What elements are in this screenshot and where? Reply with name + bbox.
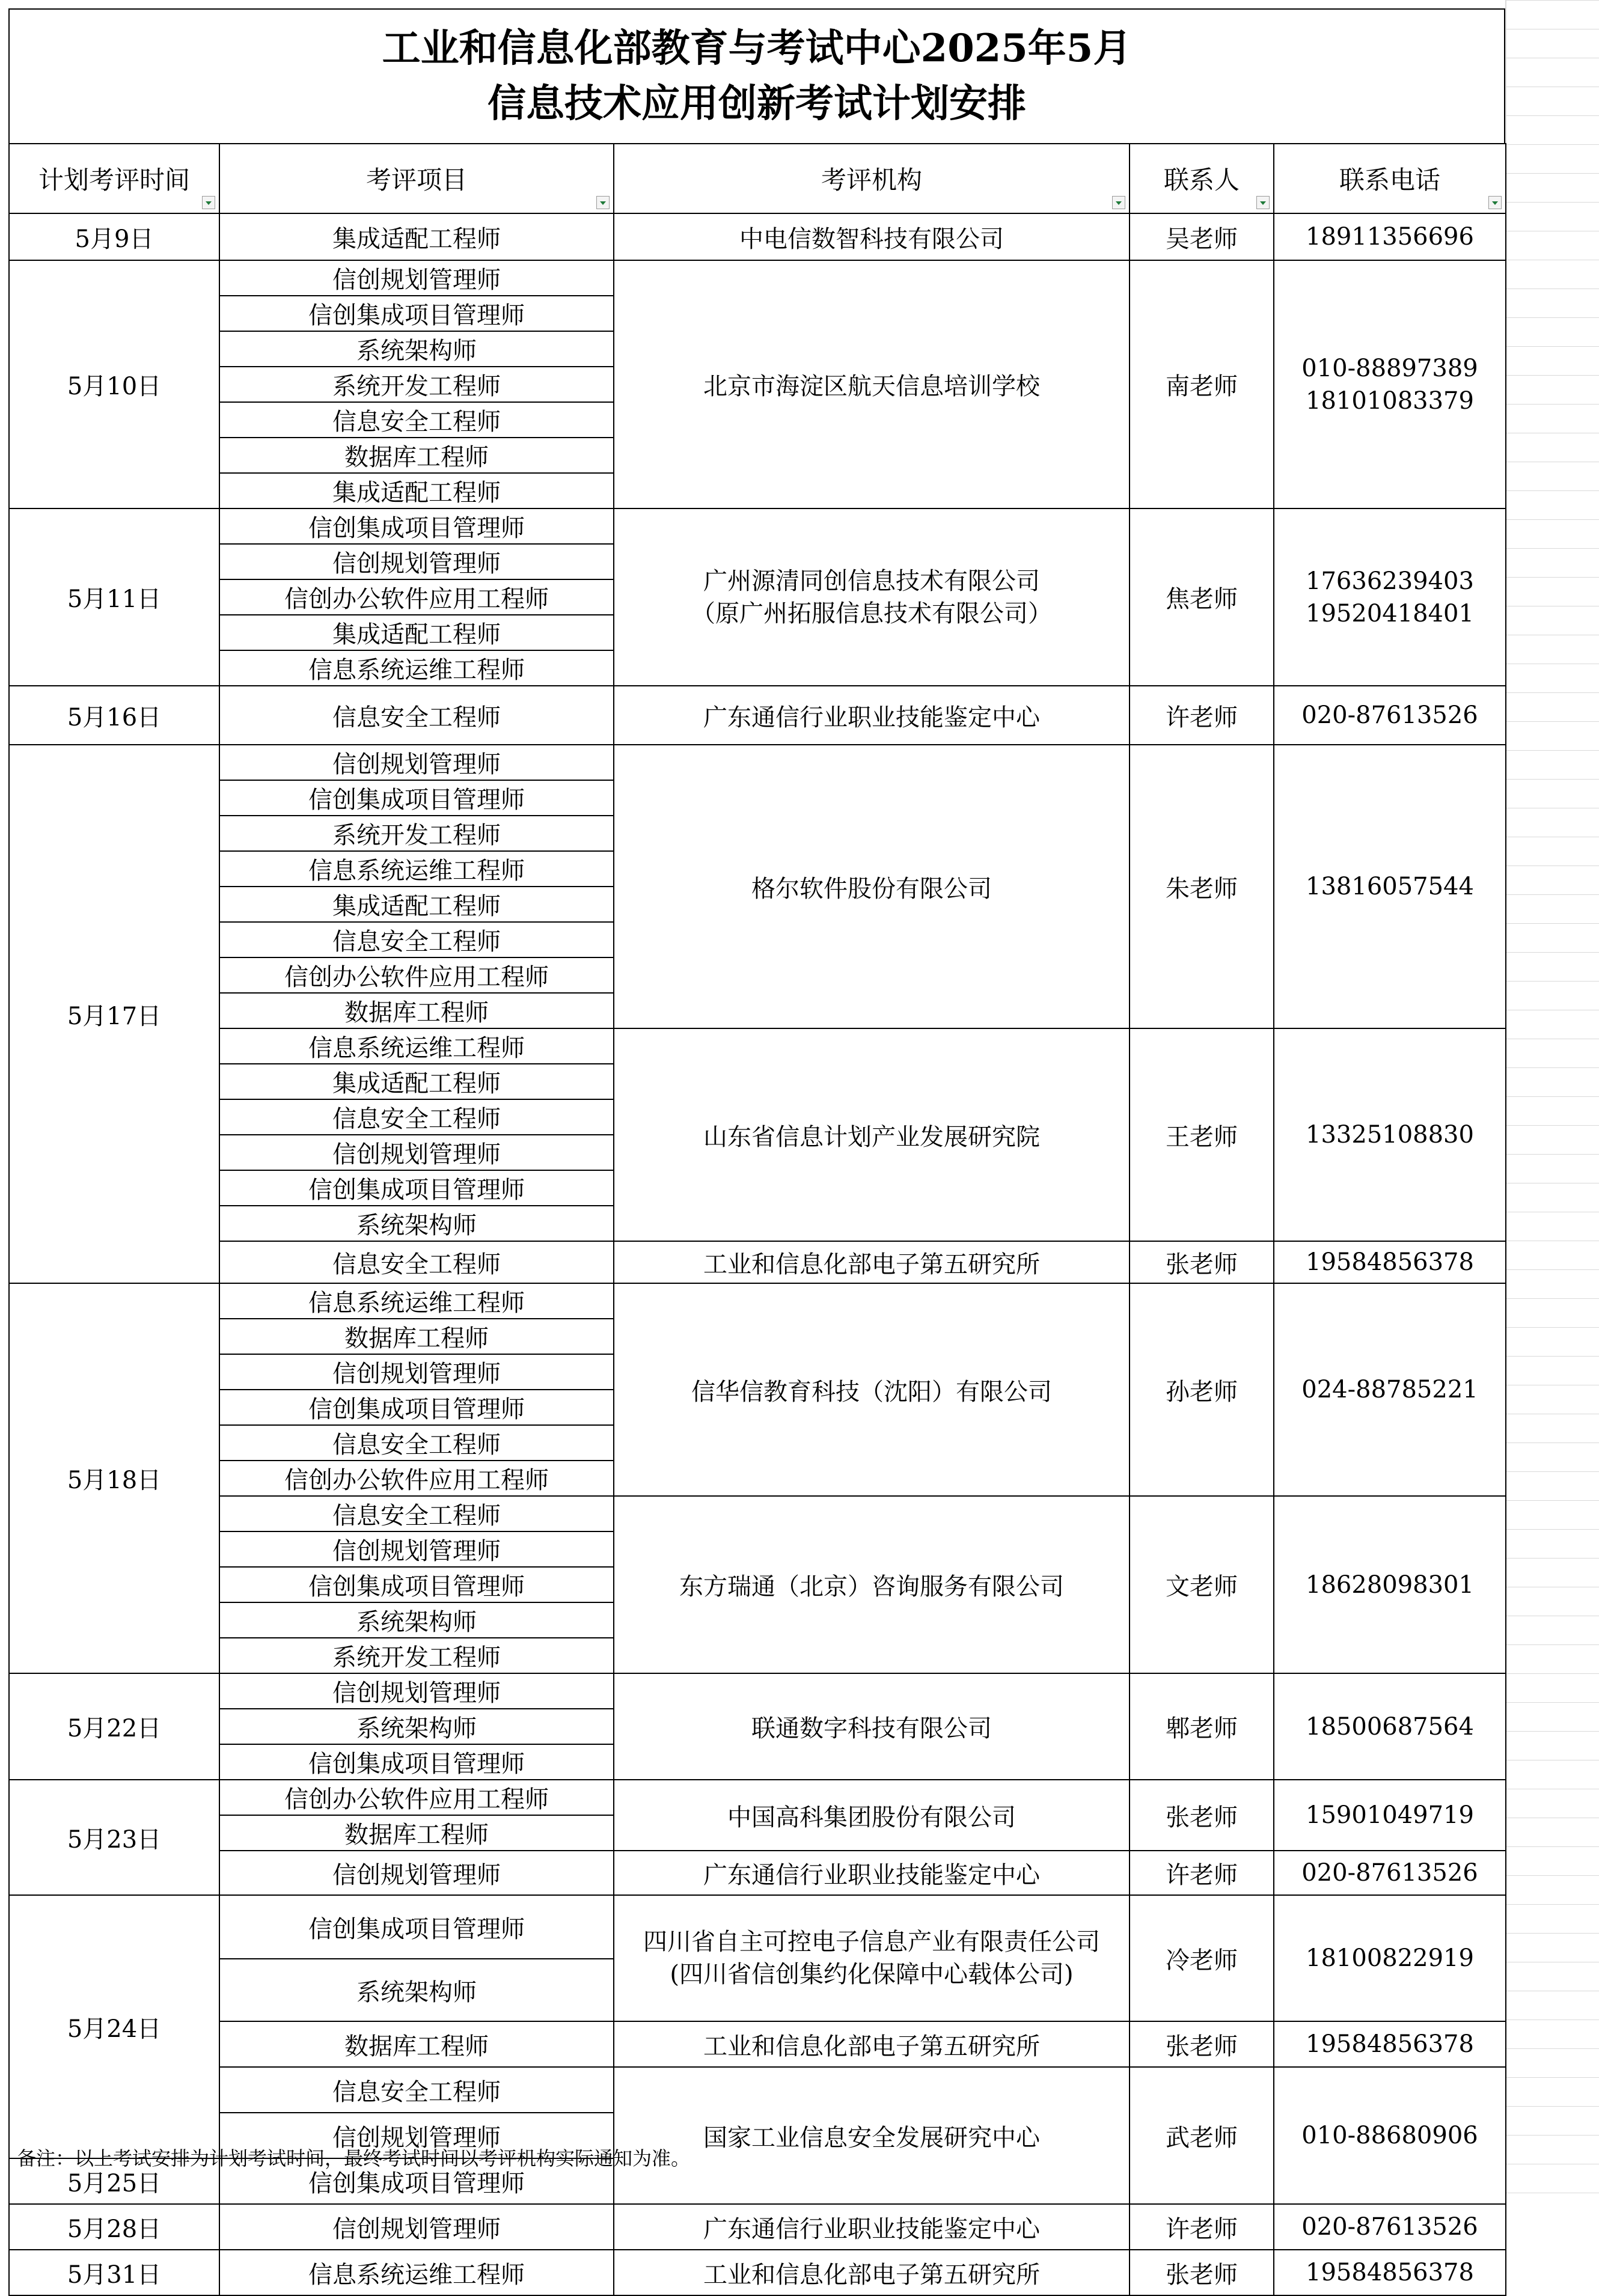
org-cell: 信华信教育科技（沈阳）有限公司 (614, 1283, 1130, 1496)
project-cell: 信创规划管理师 (219, 2204, 614, 2250)
project-cell: 信创规划管理师 (219, 1354, 614, 1390)
table-row (9, 1028, 1506, 1064)
org-cell: 广东通信行业职业技能鉴定中心 (614, 1851, 1130, 1895)
footnote: 备注：以上考试安排为计划考试时间，最终考试时间以考评机构实际通知为准。 (17, 2147, 691, 2170)
table-row (9, 1496, 1506, 1531)
project-cell: 系统架构师 (219, 1959, 614, 2021)
table-row (9, 2021, 1506, 2067)
contact-cell: 冷老师 (1130, 1895, 1274, 2021)
project-cell: 集成适配工程师 (219, 615, 614, 650)
phone-cell: 13325108830 (1274, 1028, 1506, 1241)
project-cell: 信创集成项目管理师 (219, 1895, 614, 1959)
header-contact: 联系人 (1130, 144, 1274, 213)
project-cell: 信息安全工程师 (219, 1241, 614, 1283)
title-line-2: 信息技术应用创新考试计划安排 (488, 81, 1026, 126)
date-cell: 5月11日 (9, 508, 219, 686)
contact-cell: 吴老师 (1130, 213, 1274, 260)
project-cell: 信息安全工程师 (219, 402, 614, 438)
table-row (9, 745, 1506, 780)
filter-dropdown-icon[interactable] (202, 196, 215, 209)
phone-cell: 17636239403 19520418401 (1274, 508, 1506, 686)
project-cell: 信创规划管理师 (219, 544, 614, 579)
phone-cell: 024-88785221 (1274, 1283, 1506, 1496)
header-date: 计划考评时间 (9, 144, 219, 213)
contact-cell: 许老师 (1130, 1851, 1274, 1895)
phone-cell: 18100822919 (1274, 1895, 1506, 2021)
contact-cell: 张老师 (1130, 1780, 1274, 1851)
table-row (9, 2250, 1506, 2295)
project-cell: 数据库工程师 (219, 2021, 614, 2067)
table-row (9, 1241, 1506, 1283)
phone-cell: 010-88680906 (1274, 2067, 1506, 2204)
phone-cell: 13816057544 (1274, 745, 1506, 1028)
project-cell: 数据库工程师 (219, 1319, 614, 1354)
page-title (8, 8, 1505, 143)
date-cell: 5月22日 (9, 1673, 219, 1780)
project-cell: 信创规划管理师 (219, 745, 614, 780)
project-cell: 信息安全工程师 (219, 1425, 614, 1461)
phone-cell: 010-88897389 18101083379 (1274, 260, 1506, 508)
date-cell: 5月16日 (9, 686, 219, 745)
project-cell: 信创规划管理师 (219, 1135, 614, 1170)
project-cell: 信创集成项目管理师 (219, 508, 614, 544)
project-cell: 信创办公软件应用工程师 (219, 1461, 614, 1496)
contact-cell: 朱老师 (1130, 745, 1274, 1028)
project-cell: 数据库工程师 (219, 1815, 614, 1851)
phone-cell: 020-87613526 (1274, 1851, 1506, 1895)
org-cell: 格尔软件股份有限公司 (614, 745, 1130, 1028)
contact-cell: 王老师 (1130, 1028, 1274, 1241)
project-cell: 信创规划管理师 (219, 1531, 614, 1567)
date-cell: 5月23日 (9, 1780, 219, 1895)
project-cell: 数据库工程师 (219, 993, 614, 1028)
project-cell: 系统开发工程师 (219, 367, 614, 402)
header-project: 考评项目 (219, 144, 614, 213)
project-cell: 信创办公软件应用工程师 (219, 957, 614, 993)
project-cell: 系统架构师 (219, 1206, 614, 1241)
project-cell: 信创办公软件应用工程师 (219, 1780, 614, 1815)
project-cell: 信息安全工程师 (219, 1099, 614, 1135)
spreadsheet-gridlines (1505, 0, 1599, 2202)
project-cell: 系统开发工程师 (219, 1638, 614, 1673)
org-cell: 广东通信行业职业技能鉴定中心 (614, 2204, 1130, 2250)
filter-dropdown-icon[interactable] (596, 196, 610, 209)
table-row (9, 213, 1506, 260)
phone-cell: 19584856378 (1274, 2250, 1506, 2295)
project-cell: 信创办公软件应用工程师 (219, 579, 614, 615)
phone-cell: 19584856378 (1274, 1241, 1506, 1283)
phone-cell: 020-87613526 (1274, 686, 1506, 745)
table-row (9, 686, 1506, 745)
contact-cell: 焦老师 (1130, 508, 1274, 686)
project-cell: 信创集成项目管理师 (219, 1390, 614, 1425)
org-cell: 中国高科集团股份有限公司 (614, 1780, 1130, 1851)
org-cell: 国家工业信息安全发展研究中心 (614, 2067, 1130, 2204)
exam-schedule-table (8, 143, 1506, 2296)
project-cell: 集成适配工程师 (219, 473, 614, 508)
project-cell: 信创规划管理师 (219, 1851, 614, 1895)
org-cell: 山东省信息计划产业发展研究院 (614, 1028, 1130, 1241)
project-cell: 数据库工程师 (219, 438, 614, 473)
project-cell: 信创集成项目管理师 (219, 1567, 614, 1602)
project-cell: 系统架构师 (219, 1709, 614, 1744)
project-cell: 系统架构师 (219, 1602, 614, 1638)
project-cell: 系统架构师 (219, 331, 614, 367)
date-cell: 5月18日 (9, 1283, 219, 1673)
table-row (9, 1851, 1506, 1895)
header-org: 考评机构 (614, 144, 1130, 213)
contact-cell: 许老师 (1130, 2204, 1274, 2250)
project-cell: 信创规划管理师 (219, 1673, 614, 1709)
project-cell: 信息系统运维工程师 (219, 851, 614, 887)
org-cell: 广州源清同创信息技术有限公司 （原广州拓服信息技术有限公司） (614, 508, 1130, 686)
phone-cell: 18911356696 (1274, 213, 1506, 260)
filter-dropdown-icon[interactable] (1488, 196, 1502, 209)
table-row (9, 260, 1506, 296)
contact-cell: 南老师 (1130, 260, 1274, 508)
org-cell: 北京市海淀区航天信息培训学校 (614, 260, 1130, 508)
date-cell: 5月25日 (9, 2158, 219, 2204)
header-phone: 联系电话 (1274, 144, 1506, 213)
header-row (9, 144, 1506, 213)
contact-cell: 郫老师 (1130, 1673, 1274, 1780)
project-cell: 信息系统运维工程师 (219, 1028, 614, 1064)
project-cell: 信息安全工程师 (219, 686, 614, 745)
project-cell: 信创集成项目管理师 (219, 780, 614, 816)
project-cell: 信创集成项目管理师 (219, 1170, 614, 1206)
org-cell: 广东通信行业职业技能鉴定中心 (614, 686, 1130, 745)
date-cell: 5月9日 (9, 213, 219, 260)
table-row (9, 1895, 1506, 1959)
project-cell: 信息安全工程师 (219, 922, 614, 957)
date-cell: 5月31日 (9, 2250, 219, 2295)
contact-cell: 武老师 (1130, 2067, 1274, 2204)
table-row (9, 1673, 1506, 1709)
org-cell: 工业和信息化部电子第五研究所 (614, 2250, 1130, 2295)
org-cell: 东方瑞通（北京）咨询服务有限公司 (614, 1496, 1130, 1673)
phone-cell: 15901049719 (1274, 1780, 1506, 1851)
contact-cell: 张老师 (1130, 2021, 1274, 2067)
project-cell: 信创集成项目管理师 (219, 1744, 614, 1780)
contact-cell: 文老师 (1130, 1496, 1274, 1673)
filter-dropdown-icon[interactable] (1112, 196, 1125, 209)
org-cell: 中电信数智科技有限公司 (614, 213, 1130, 260)
contact-cell: 张老师 (1130, 1241, 1274, 1283)
org-cell: 四川省自主可控电子信息产业有限责任公司 (四川省信创集约化保障中心载体公司) (614, 1895, 1130, 2021)
project-cell: 系统开发工程师 (219, 816, 614, 851)
phone-cell: 18628098301 (1274, 1496, 1506, 1673)
date-cell: 5月17日 (9, 745, 219, 1283)
table-row (9, 2204, 1506, 2250)
table-row (9, 1283, 1506, 1319)
project-cell: 信息系统运维工程师 (219, 1283, 614, 1319)
project-cell: 信创规划管理师 (219, 2113, 614, 2158)
project-cell: 信创集成项目管理师 (219, 2158, 614, 2204)
phone-cell: 18500687564 (1274, 1673, 1506, 1780)
project-cell: 信创规划管理师 (219, 260, 614, 296)
date-cell: 5月24日 (9, 1895, 219, 2158)
project-cell: 信息安全工程师 (219, 1496, 614, 1531)
project-cell: 信息系统运维工程师 (219, 2250, 614, 2295)
project-cell: 集成适配工程师 (219, 887, 614, 922)
table-row (9, 508, 1506, 544)
phone-cell: 020-87613526 (1274, 2204, 1506, 2250)
project-cell: 信息系统运维工程师 (219, 650, 614, 686)
title-line-1: 工业和信息化部教育与考试中心2025年5月 (382, 26, 1132, 71)
project-cell: 信创集成项目管理师 (219, 296, 614, 331)
table-row (9, 2067, 1506, 2113)
filter-dropdown-icon[interactable] (1256, 196, 1270, 209)
contact-cell: 孙老师 (1130, 1283, 1274, 1496)
project-cell: 集成适配工程师 (219, 1064, 614, 1099)
phone-cell: 19584856378 (1274, 2021, 1506, 2067)
project-cell: 集成适配工程师 (219, 213, 614, 260)
project-cell: 信息安全工程师 (219, 2067, 614, 2113)
contact-cell: 张老师 (1130, 2250, 1274, 2295)
org-cell: 工业和信息化部电子第五研究所 (614, 1241, 1130, 1283)
date-cell: 5月10日 (9, 260, 219, 508)
table-row (9, 1780, 1506, 1815)
org-cell: 联通数字科技有限公司 (614, 1673, 1130, 1780)
org-cell: 工业和信息化部电子第五研究所 (614, 2021, 1130, 2067)
contact-cell: 许老师 (1130, 686, 1274, 745)
date-cell: 5月28日 (9, 2204, 219, 2250)
